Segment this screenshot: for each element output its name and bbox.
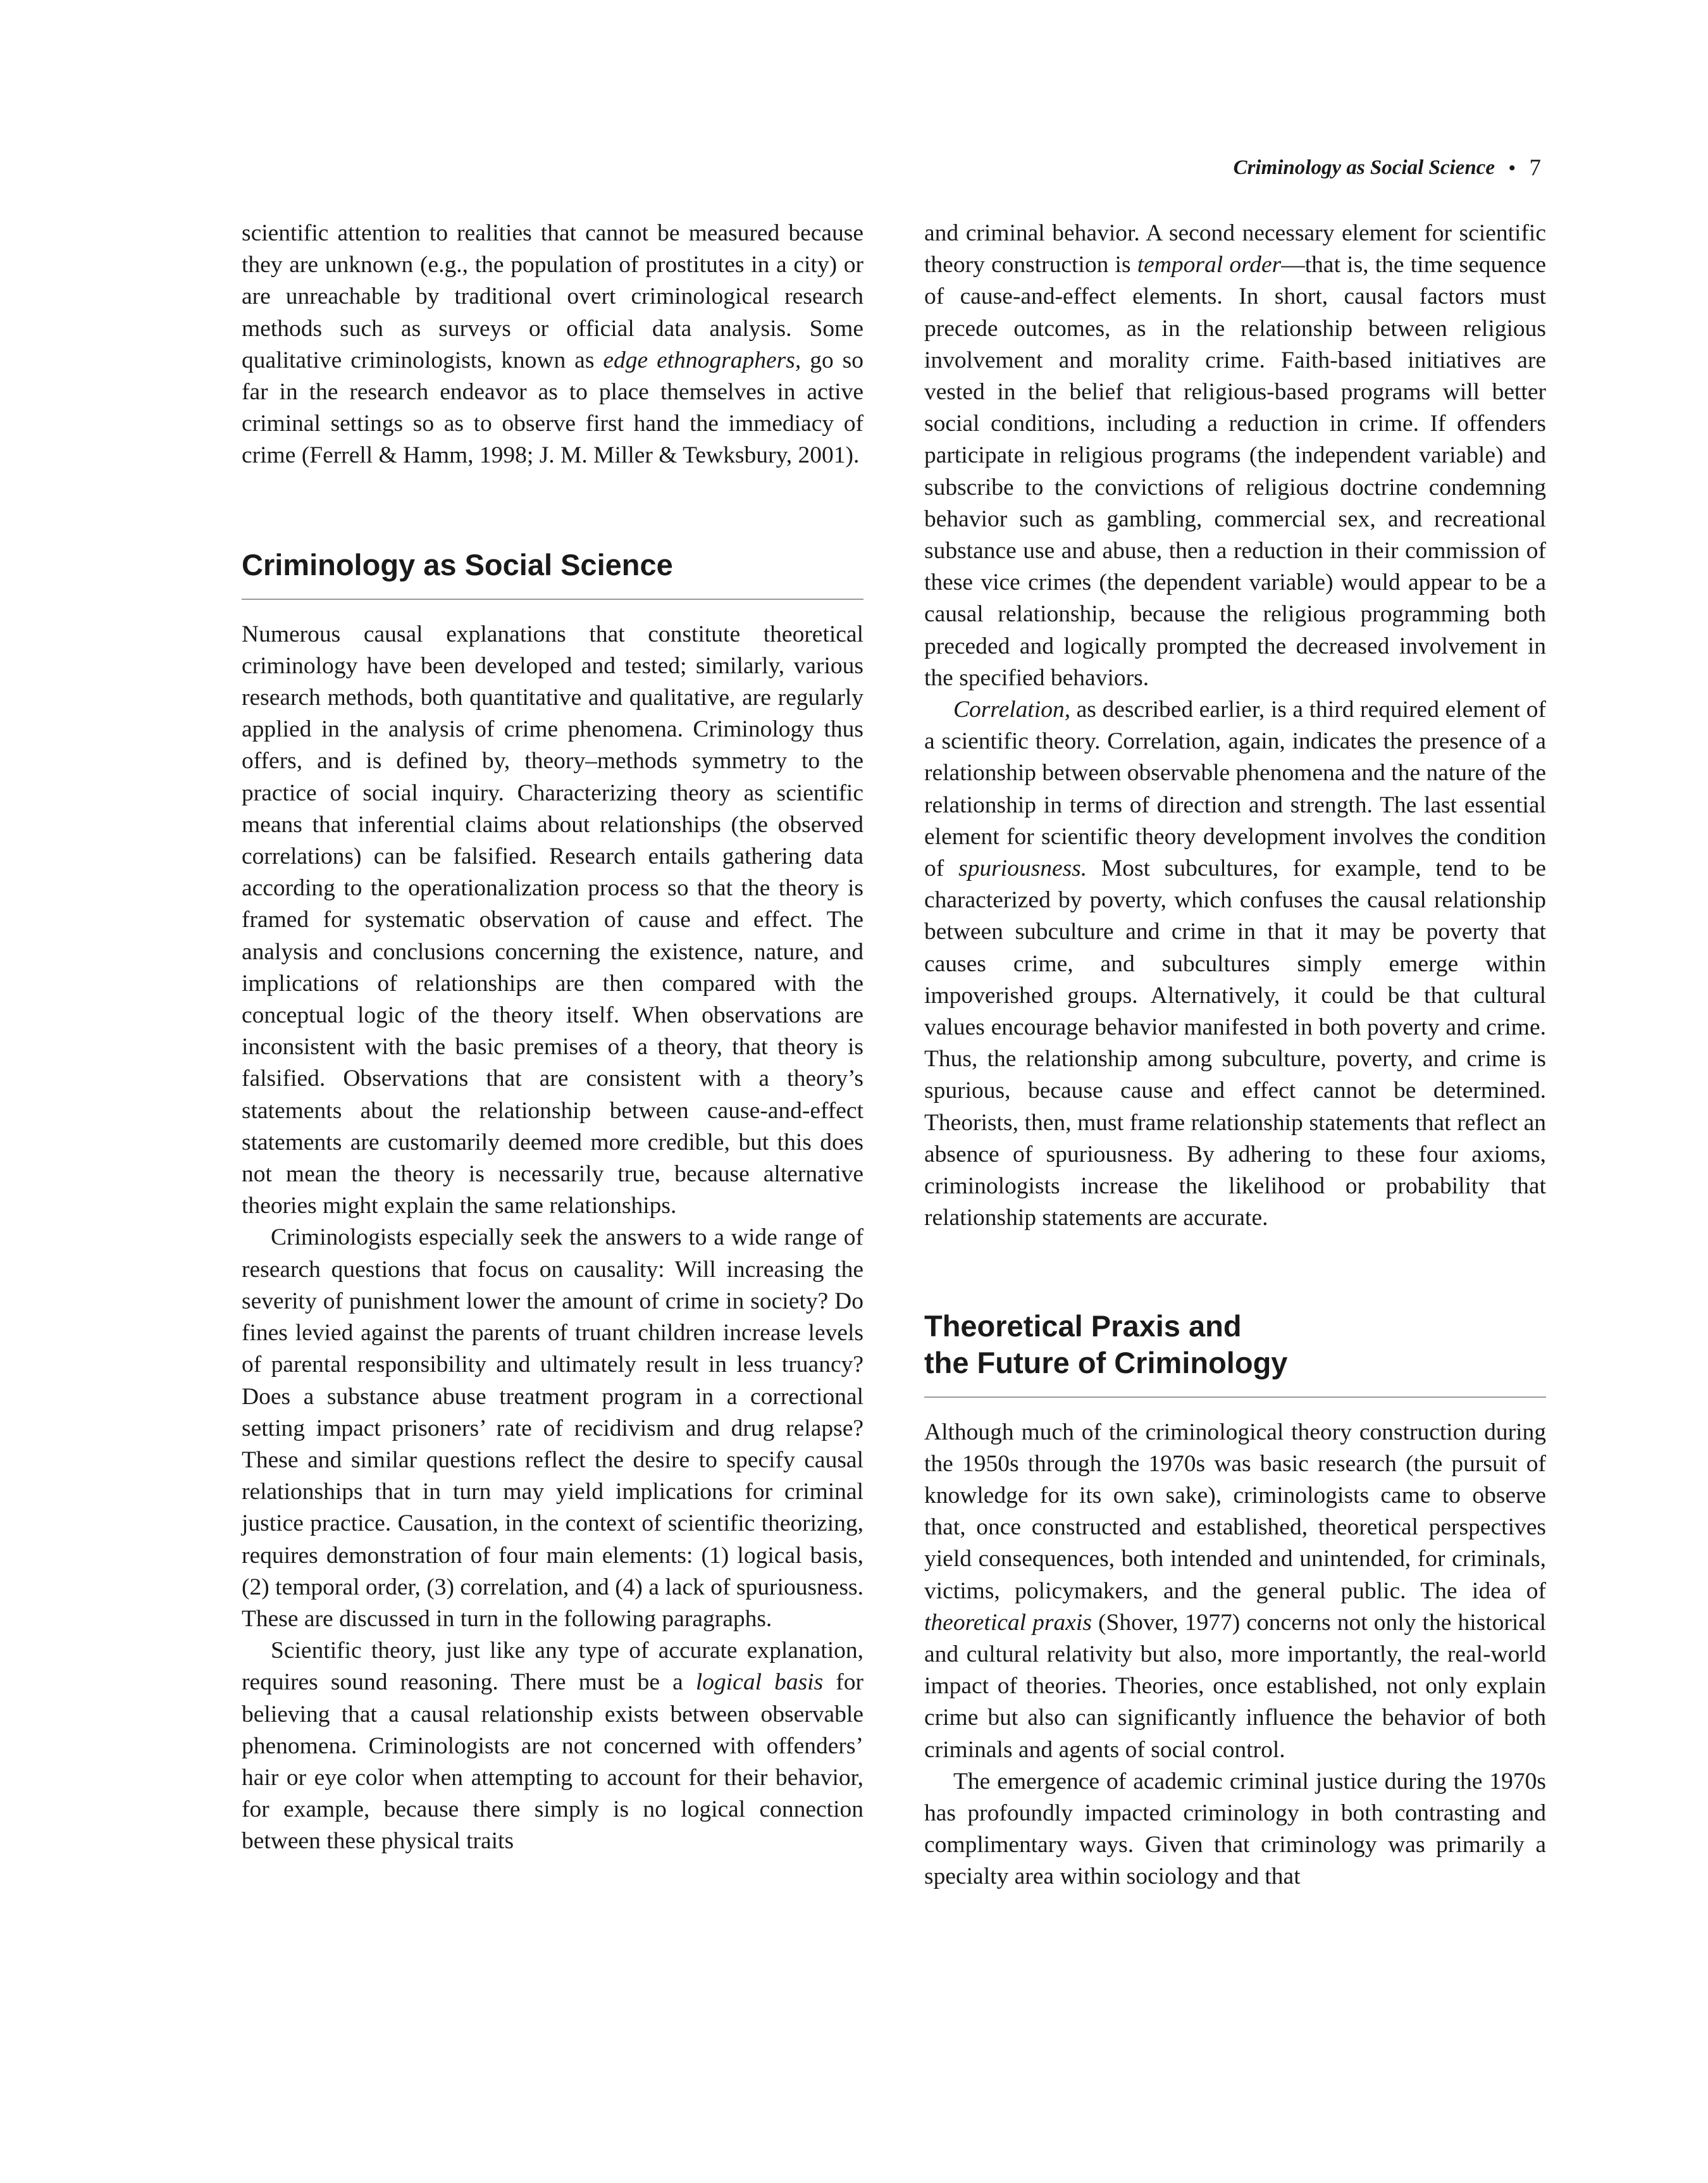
section-heading-theoretical-praxis	[924, 1308, 1546, 1381]
paragraph: scientific attention to realities that cannot be measured because they are unknown (e.g., the population of prostitutes in a city) or are unreachable by traditional overt criminological research methods such as surveys or official data analysis. Some qualitative criminologists, known as edge ethnographers, go so far in the research endeavor as to place themselves in active criminal settings so as to observe first hand the immediacy of crime (Ferrell & Hamm, 1998; J. M. Miller & Tewksbury, 2001).	[242, 220, 863, 469]
heading-rule	[242, 599, 863, 600]
heading-line: the Future of Criminology	[924, 1345, 1288, 1379]
running-head	[1234, 154, 1541, 182]
paragraph: Correlation, as described earlier, is a third required element of a scientific theory. Correlation, again, indicates the presence of a relationship between observable phenomena and the nature of the relationship in terms of direction and strength. The last essential element for scientific theory development involves the condition of spuriousness. Most subcultures, for example, tend to be characterized by poverty, which confuses the causal relationship between subculture and crime in that it may be poverty that causes crime, and subcultures simply emerge within impoverished groups. Alternatively, it could be that cultural values encourage behavior manifested in both poverty and crime. Thus, the relationship among subculture, poverty, and crime is spurious, because cause and effect cannot be determined. Theorists, then, must frame relationship statements that reflect an absence of spuriousness. By adhering to these four axioms, criminologists increase the likelihood or probability that relationship statements are accurate.	[924, 697, 1546, 1231]
paragraph: and criminal behavior. A second necessary element for scientific theory construction is temporal order—that is, the time sequence of cause-and-effect elements. In short, causal factors must precede outcomes, as in the relationship between religious involvement and morality crime. Faith-based initiatives are vested in the belief that religious-based programs will better social conditions, including a reduction in crime. If offenders participate in religious programs (the independent variable) and subscribe to the convictions of religious doctrine condemning behavior such as gambling, commercial sex, and recreational substance use and abuse, then a reduction in their commission of these vice crimes (the dependent variable) would appear to be a causal relationship, because the religious programming both preceded and logically prompted the decreased involvement in the specified behaviors.	[924, 220, 1546, 691]
section-heading-criminology-as-social-science: Criminology as Social Science	[242, 547, 673, 582]
heading-line: Theoretical Praxis and	[924, 1309, 1242, 1343]
bullet-separator: •	[1508, 157, 1516, 178]
heading-rule	[924, 1396, 1546, 1398]
paragraph: Scientific theory, just like any type of accurate explanation, requires sound reasoning. There must be a logical basis for believing that a causal relationship exists between observable phenomena. Criminologists are not concerned with offenders’ hair or eye color when attempting to account for their behavior, for example, because there simply is no logical connection between these physical traits	[242, 1638, 863, 1855]
page-number: 7	[1529, 155, 1541, 181]
paragraph: The emergence of academic criminal justice during the 1970s has profoundly impacted criminology in both contrasting and complimentary ways. Given that criminology was primarily a specialty area within sociology and that	[924, 1768, 1546, 1890]
paragraph: Criminologists especially seek the answers to a wide range of research questions that focus on causality: Will increasing the severity of punishment lower the amount of crime in society? Do fines levied against the parents of truant children increase levels of parental responsibility and ultimately result in less truancy? Does a substance abuse treatment program in a correctional setting impact prisoners’ rate of recidivism and drug relapse? These and similar questions reflect the desire to specify causal relationships that in turn may yield implications for criminal justice practice. Causation, in the context of scientific theorizing, requires demonstration of four main elements: (1) logical basis, (2) temporal order, (3) correlation, and (4) a lack of spuriousness. These are discussed in turn in the following paragraphs.	[242, 1224, 863, 1632]
paragraph: Although much of the criminological theory construction during the 1950s through the 1970s was basic research (the pursuit of knowledge for its own sake), criminologists came to observe that, once constructed and established, theoretical perspectives yield consequences, both intended and unintended, for criminals, victims, policymakers, and the general public. The idea of theoretical praxis (Shover, 1977) concerns not only the historical and cultural relativity but also, more importantly, the real-world impact of theories. Theories, once established, not only explain crime but also can significantly influence the behavior of both criminals and agents of social control.	[924, 1419, 1546, 1763]
paragraph: Numerous causal explanations that constitute theoretical criminology have been developed and tested; similarly, various research methods, both quantitative and qualitative, are regularly applied in the analysis of crime phenomena. Criminology thus offers, and is defined by, theory–methods symmetry to the practice of social inquiry. Characterizing theory as scientific means that inferential claims about relationships (the observed correlations) can be falsified. Research entails gathering data according to the operationalization process so that the theory is framed for systematic observation of cause and effect. The analysis and conclusions concerning the existence, nature, and implications of relationships are then compared with the conceptual logic of the theory itself. When observations are inconsistent with the basic premises of a theory, that theory is falsified. Observations that are consistent with a theory’s statements about the relationship between cause-and-effect statements are customarily deemed more credible, but this does not mean the theory is necessarily true, because alternative theories might explain the same relationships.	[242, 621, 863, 1219]
left-column	[242, 218, 863, 1858]
running-head-title: Criminology as Social Science	[1233, 156, 1495, 179]
right-column	[924, 218, 1546, 1893]
